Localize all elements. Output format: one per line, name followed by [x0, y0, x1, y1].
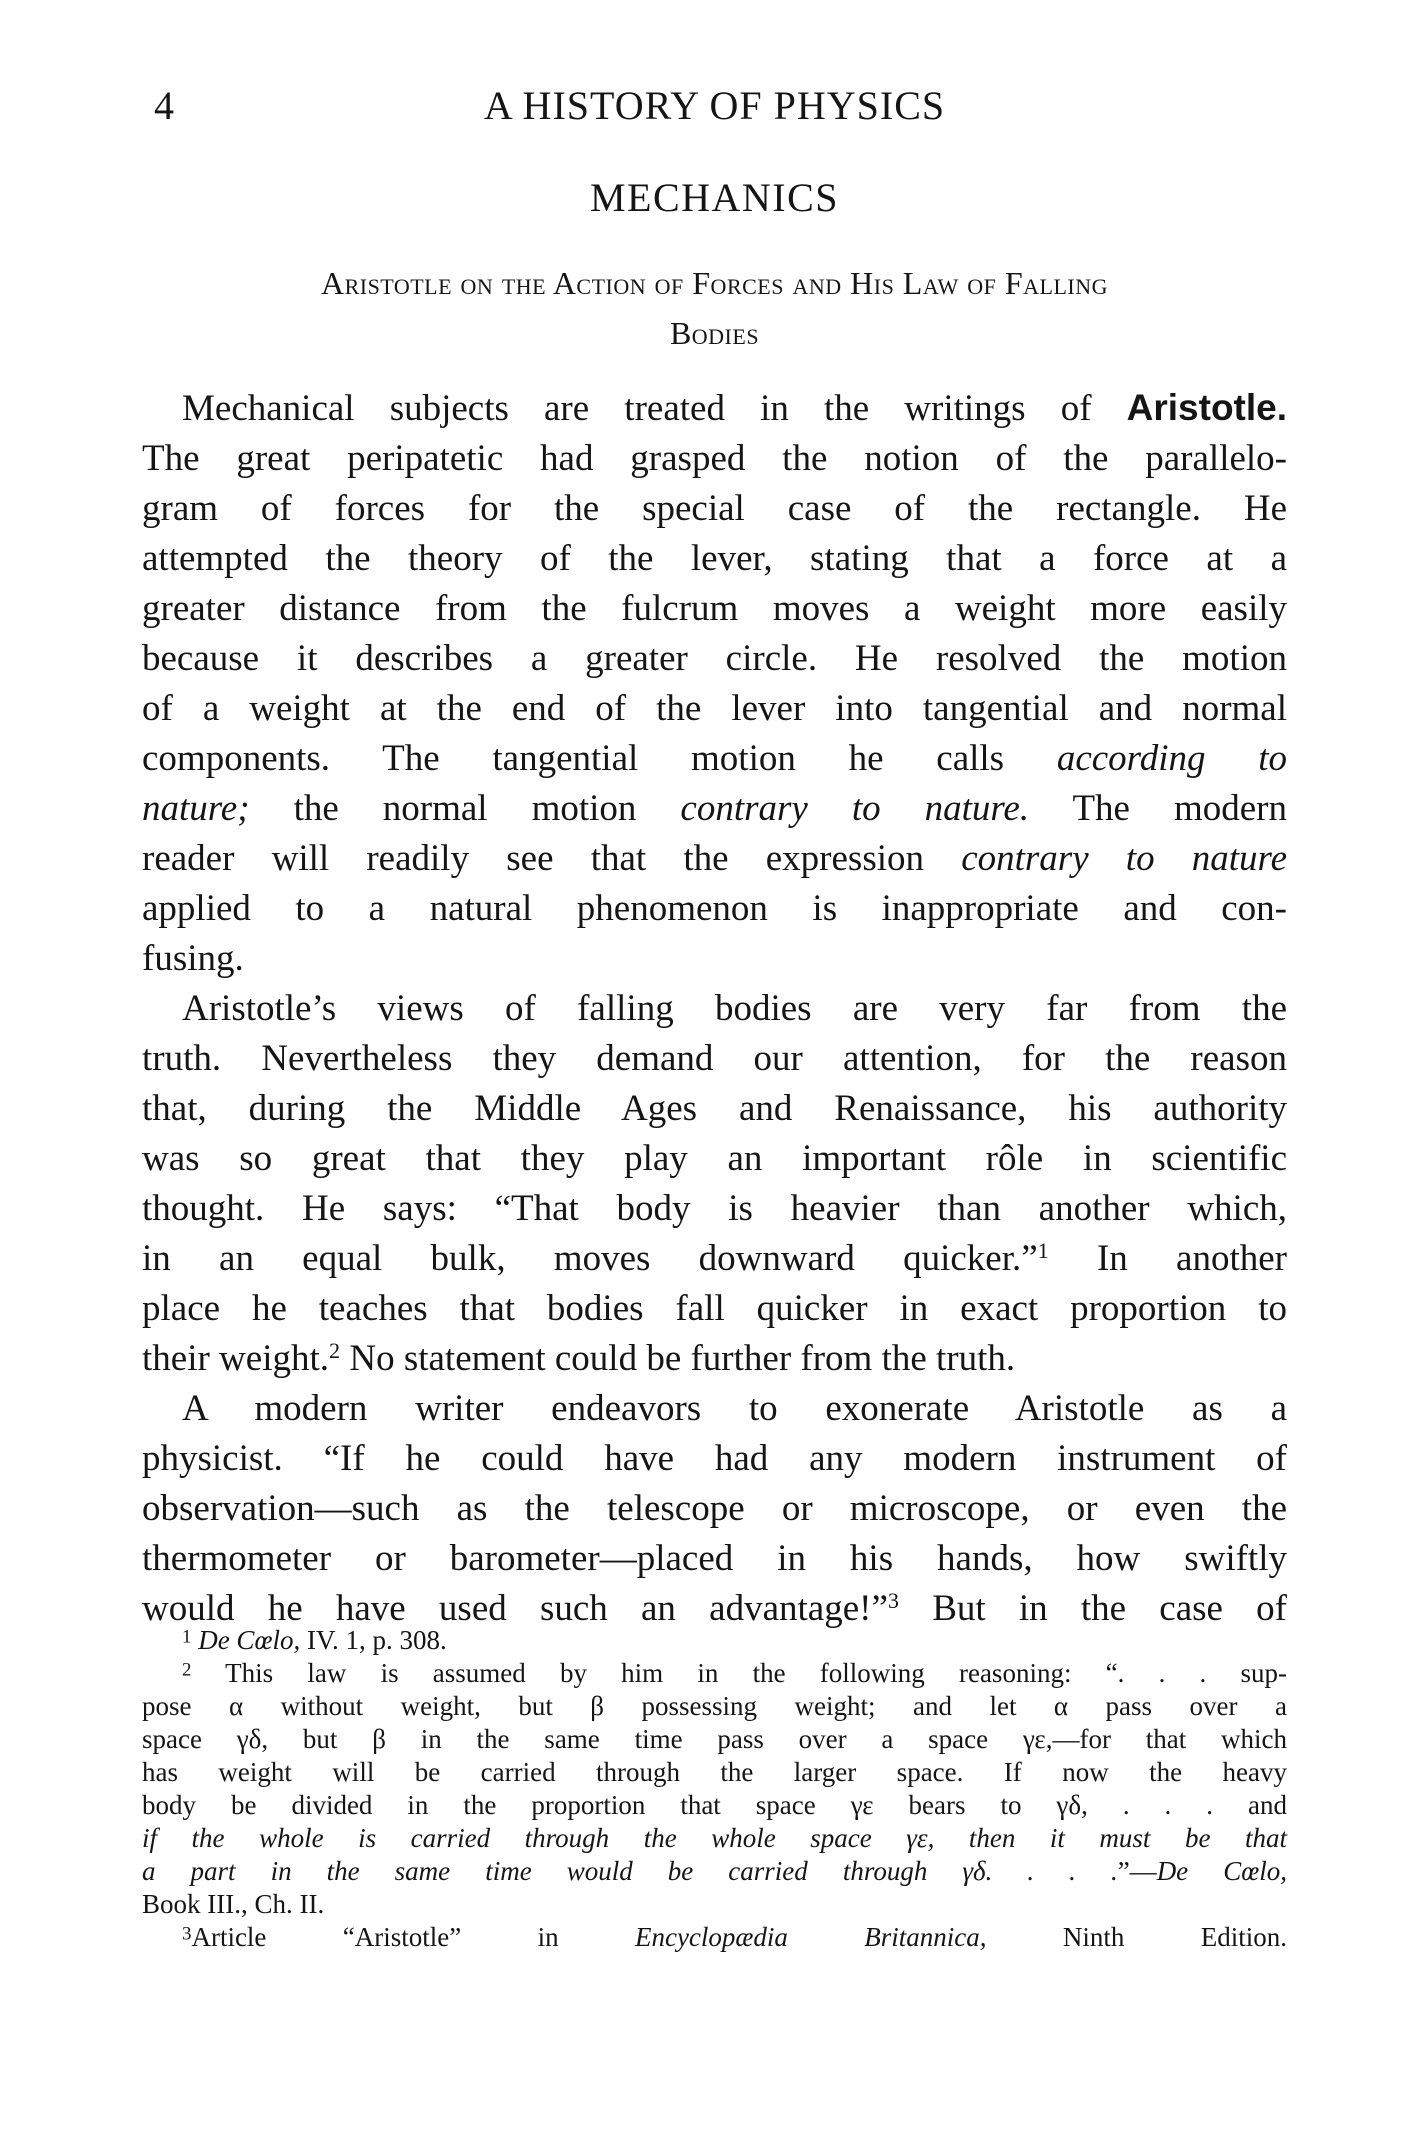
footnote-3: $^3$Article “Aristotle” in Encyclopædia Britannica, Ninth Edition. [182, 1922, 1288, 1952]
footnotes [142, 1624, 1287, 1954]
page-number: 4 [154, 83, 174, 128]
running-title: A HISTORY OF PHYSICS [483, 83, 946, 128]
paragraph-1-line: components. The tangential motion he calls according to [142, 738, 1288, 779]
footnote-title: De Cœlo, [198, 1625, 301, 1655]
subheading-line-1: Aristotle on the Action of Forces and His Law of Falling [320, 265, 1109, 301]
subheading [142, 258, 1287, 358]
footnote-marker: 1 [182, 1626, 192, 1648]
footnote-1: $^1$ De Cœlo, IV. 1, p. 308. [182, 1625, 447, 1655]
footnote-marker: 2 [182, 1659, 192, 1681]
paragraph-1-line: gram of forces for the special case of the rectangle. He [142, 488, 1287, 529]
paragraph-1-line: The great peripatetic had grasped the notion of the parallelo- [142, 438, 1287, 479]
italic-phrase: nature; [142, 788, 250, 829]
italic-phrase: according to [1056, 738, 1288, 779]
paragraph-1-line: greater distance from the fulcrum moves a weight more easily [142, 588, 1287, 629]
footnote-title: Encyclopædia Britannica, [634, 1922, 987, 1952]
paragraph-1-line: fusing. [142, 938, 244, 979]
paragraph-2-line: their weight.$^2$ No statement could be further from the truth. [142, 1337, 1016, 1379]
footnote-2: $^2$ This law is assumed by him in the following reasoning: “. . . sup- pose α without weight, but β possessing weight; and let α pass over a space γδ, but β in the same time pass over a space γε,—for that which has weight will be carried through the larger space. If now the heavy body be divided in the proportion that space γε bears to γδ, . . . and if the whole is carried through the whole space γε, then it must be that a part in the same time would be carried through γδ. . . .”—De Cœlo, Book III., Ch. II. [142, 1658, 1287, 1919]
paragraph-1-line: Mechanical subjects are treated in the writings of Aristotle. [182, 387, 1287, 429]
paragraph-2-line: that, during the Middle Ages and Renaissance, his authority [142, 1088, 1287, 1129]
paragraph-1-line: nature; the normal motion contrary to nature. The modern [142, 788, 1287, 829]
footnote-ref-3: 3 [887, 1587, 899, 1613]
paragraph-2-line: truth. Nevertheless they demand our attention, for the reason [142, 1038, 1287, 1079]
paragraph-3-line: thermometer or barometer—placed in his hands, how swiftly [142, 1538, 1287, 1579]
paragraph-1-line: of a weight at the end of the lever into tangential and normal [142, 688, 1287, 729]
paragraph-1-line: reader will readily see that the expression contrary to nature [142, 838, 1287, 879]
paragraph-3-line: observation—such as the telescope or microscope, or even the [142, 1488, 1287, 1529]
subheading-line-2: Bodies [669, 315, 760, 351]
paragraph-3-line: A modern writer endeavors to exonerate Aristotle as a [182, 1388, 1287, 1429]
section-title: MECHANICS [589, 175, 840, 220]
footnote-ref-2: 2 [329, 1337, 341, 1363]
emphasis-name: Aristotle. [1126, 387, 1287, 428]
italic-phrase: contrary to nature [961, 838, 1287, 879]
paragraph-1-line: because it describes a greater circle. He resolved the motion [142, 638, 1287, 679]
paragraph-2-line: Aristotle’s views of falling bodies are very far from the [182, 988, 1287, 1029]
paragraph-2-line: in an equal bulk, moves downward quicker.”$^1$ In another [142, 1237, 1287, 1279]
paragraph-3-line: physicist. “If he could have had any modern instrument of [142, 1438, 1287, 1479]
footnote-marker: 3 [182, 1923, 192, 1945]
running-head [142, 76, 1287, 136]
paragraph-2-line: was so great that they play an important rôle in scientific [142, 1138, 1287, 1179]
paragraph-1-line: attempted the theory of the lever, stating that a force at a [142, 538, 1287, 579]
paragraph-3-line: would he have used such an advantage!”$^3$ But in the case of [142, 1587, 1287, 1629]
paragraph-1-line: applied to a natural phenomenon is inappropriate and con- [142, 888, 1287, 929]
paragraph-2-line: place he teaches that bodies fall quicker in exact proportion to [142, 1288, 1287, 1329]
footnote-ref-1: 1 [1037, 1237, 1049, 1263]
paragraph-2-line: thought. He says: “That body is heavier than another which, [142, 1188, 1287, 1229]
italic-phrase: contrary to nature. [680, 788, 1030, 829]
body-text [142, 383, 1287, 1634]
